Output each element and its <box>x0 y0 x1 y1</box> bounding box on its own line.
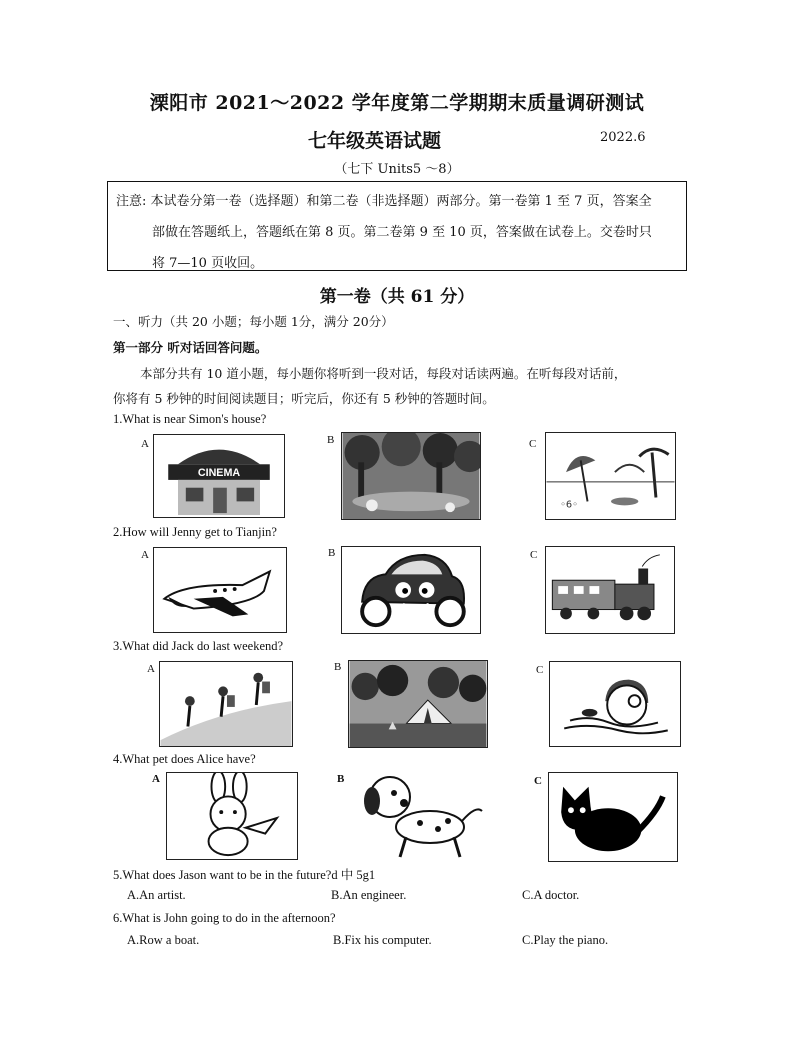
exam-date: 2022.6 <box>600 130 646 145</box>
svg-text:◦6◦: ◦6◦ <box>560 499 578 511</box>
question-4: 4.What pet does Alice have? <box>113 752 256 766</box>
notice-line-3: 将 7—10 页收回。 <box>152 256 264 271</box>
question-2: 2.How will Jenny get to Tianjin? <box>113 525 277 539</box>
q6-option-b[interactable]: B.Fix his computer. <box>333 933 432 947</box>
option-label-c: C <box>536 664 544 676</box>
cinema-sign-text: CINEMA <box>197 467 241 479</box>
option-label-b: B <box>334 661 342 673</box>
option-label-b: B <box>337 773 345 785</box>
option-label-b: B <box>327 434 335 446</box>
exam-subtitle: 七年级英语试题 <box>308 130 442 152</box>
question-1: 1.What is near Simon's house? <box>113 412 267 426</box>
beach-picture[interactable] <box>545 432 676 520</box>
option-label-c: C <box>529 438 537 450</box>
rabbit-picture[interactable] <box>166 772 298 860</box>
hiking-picture[interactable] <box>159 661 293 747</box>
part-title: 第一部分 听对话回答问题。 <box>113 340 268 355</box>
part-instruction-2: 你将有 5 秒钟的时间阅读题目；听完后，你还有 5 秒钟的答题时间。 <box>113 391 495 406</box>
cat-picture[interactable] <box>548 772 678 862</box>
option-label-a: A <box>141 549 149 561</box>
part-instruction-1: 本部分共有 10 道小题，每小题你将听到一段对话，每段对话读两遍。在听每段对话前， <box>140 366 627 381</box>
section-heading: 一、听力（共 20 小题；每小题 1分，满分 20分） <box>113 314 394 329</box>
cinema-picture[interactable] <box>153 434 285 518</box>
notice-box <box>107 181 687 271</box>
question-5: 5.What does Jason want to be in the future?d 中 5g1 <box>113 868 376 882</box>
notice-line-2: 部做在答题纸上，答题纸在第 8 页。第二卷第 9 至 10 页，答案做在试卷上。交卷时只 <box>152 225 652 240</box>
exam-scope: （七下 Units5 ～8） <box>334 162 460 177</box>
option-label-b: B <box>328 547 336 559</box>
forest-picture[interactable] <box>341 432 481 520</box>
q5-option-c[interactable]: C.A doctor. <box>522 888 580 902</box>
car-picture[interactable] <box>341 546 481 634</box>
q5-option-a[interactable]: A.An artist. <box>127 888 186 902</box>
volume-title: 第一卷（共 61 分） <box>319 287 475 307</box>
question-6: 6.What is John going to do in the afternoon? <box>113 911 336 925</box>
q6-option-a[interactable]: A.Row a boat. <box>127 933 200 947</box>
swimming-picture[interactable] <box>549 661 681 747</box>
train-picture[interactable] <box>545 546 675 634</box>
option-label-c: C <box>534 775 542 787</box>
notice-line-1: 注意: 本试卷分第一卷（选择题）和第二卷（非选择题）两部分。第一卷第 1 至 7 页，答案全 <box>116 194 652 209</box>
option-label-c: C <box>530 549 538 561</box>
exam-title: 溧阳市 2021～2022 学年度第二学期期末质量调研测试 <box>149 92 645 114</box>
q6-option-c[interactable]: C.Play the piano. <box>522 933 609 947</box>
option-label-a: A <box>147 663 155 675</box>
option-label-a: A <box>152 773 160 785</box>
plane-picture[interactable] <box>153 547 287 633</box>
dog-picture[interactable] <box>350 771 490 861</box>
question-3: 3.What did Jack do last weekend? <box>113 639 284 653</box>
camping-picture[interactable] <box>348 660 488 748</box>
q5-option-b[interactable]: B.An engineer. <box>331 888 407 902</box>
option-label-a: A <box>141 438 149 450</box>
